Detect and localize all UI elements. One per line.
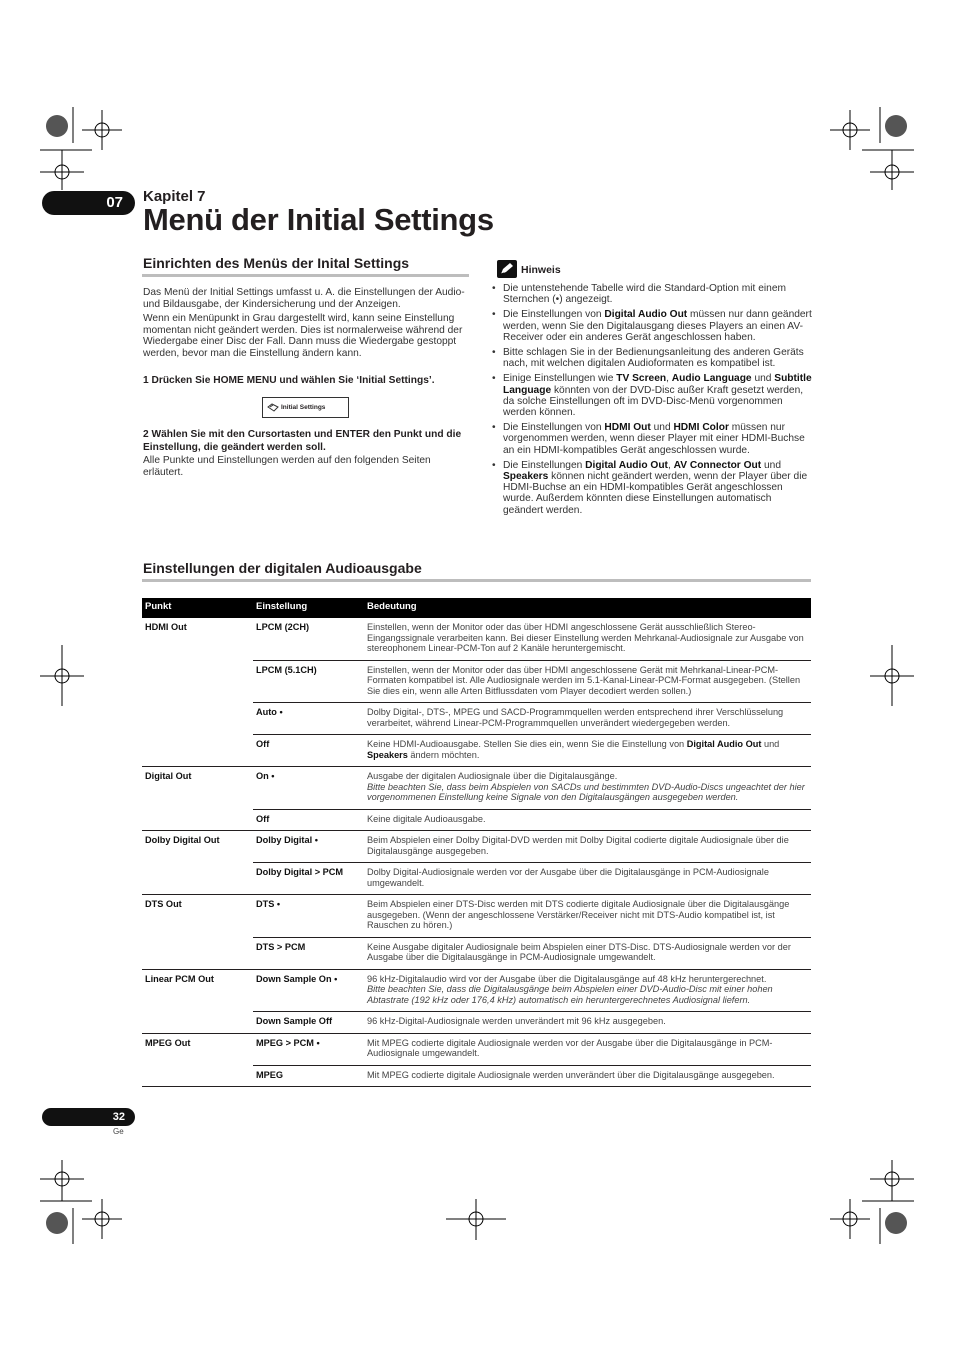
note-pencil-icon (497, 260, 517, 278)
table-row: LPCM (5.1CH) Einstellen, wenn der Monitor oder das über HDMI angeschlossene Gerät mit Mehrkanal-Linear-PCM-Formaten kompatibel ist. Alle Audiosignale werden im 5.1-Kanal-Linear-PCM-Format ausgegeben. (Stellen Sie dies ein, wenn alle Arten Bitflussdaten vom Player decodiert werden sollen.) (142, 660, 811, 703)
page-title: Menü der Initial Settings (143, 202, 494, 237)
table-row: Digital Out On • Ausgabe der digitalen Audiosignale über die Digitalausgänge. Bitte beachten Sie, dass beim Abspielen von SACDs und bestimmten DVD-Audio-Discs ungeachtet der hier vorgenommenen Einstellung keine Signale von den Digitalausgängen ausgegeben werden. (142, 767, 811, 810)
section-divider (142, 274, 469, 277)
digital-audio-settings-table (142, 598, 811, 1087)
initial-settings-screen-item (262, 397, 349, 418)
note-item: • Einige Einstellungen wie TV Screen, Audio Language und Subtitle Language könnten von der DVD-Disc außer Kraft gesetzt werden, da solche Einstellungen oft im DVD-Disc-Menü vorgenommen werden können. (490, 373, 812, 418)
language-code: Ge (113, 1127, 124, 1136)
table-row: Dolby Digital > PCM Dolby Digital-Audiosignale werden vor der Ausgabe über die Digitalausgänge in PCM-Audiosignale umgewandelt. (142, 863, 811, 895)
screen-item-label: Initial Settings (281, 404, 326, 411)
note-item: • Bitte schlagen Sie in der Bedienungsanleitung des anderen Geräts nach, mit welchen digitalen Audioformaten es kompatibel ist. (490, 347, 812, 369)
chapter-number-badge: 07 (42, 191, 135, 215)
explanation-paragraph: Alle Punkte und Einstellungen werden auf den folgenden Seiten erläutert. (143, 455, 431, 478)
table-row: Auto • Dolby Digital-, DTS-, MPEG und SACD-Programmquellen werden entsprechend ihrer Verschlüsselung verarbeitet, während Linear-PCM-Programmquellen unverändert wiedergegeben werden. (142, 703, 811, 735)
table-row: Down Sample Off 96 kHz-Digital-Audiosignale werden unverändert mit 96 kHz ausgegeben. (142, 1012, 811, 1034)
note-item: • Die untenstehende Tabelle wird die Standard-Option mit einem Sternchen (•) angezeigt. (490, 283, 812, 305)
section-heading-setup: Einrichten des Menüs der Inital Settings (143, 255, 410, 271)
table-row: Dolby Digital Out Dolby Digital • Beim Abspielen einer Dolby Digital-DVD werden mit Dolby Digital codierte digitale Audiosignale über die Digitalausgänge ausgegeben. (142, 831, 811, 863)
step-2: 2 Wählen Sie mit den Cursortasten und ENTER den Punkt und die Einstellung, die geändert werden soll. (143, 429, 462, 453)
settings-icon (267, 403, 279, 412)
note-item: • Die Einstellungen von Digital Audio Out müssen nur dann geändert werden, wenn Sie den Digitalausgang dieses Players an einen AV-Receiver oder ein anderes Gerät angeschlossen haben. (490, 309, 812, 343)
table-row: HDMI Out LPCM (2CH) Einstellen, wenn der Monitor oder das über HDMI angeschlossene Gerät ausschließlich Stereo-Eingangssignale verarbeiten kann. Bei dieser Einstellung werden Mehrkanal-Audiosignale zur Ausgabe von stereophonem Linear-PCM-Ton auf 2 Kanäle heruntergemischt. (142, 618, 811, 660)
table-row: Off Keine HDMI-Audioausgabe. Stellen Sie dies ein, wenn Sie die Einstellung von Digital Audio Out und Speakers ändern möchten. (142, 735, 811, 767)
note-title: Hinweis (521, 264, 561, 276)
intro-paragraph: Das Menü der Initial Settings umfasst u. A. die Einstellungen der Audio- und Bildausgabe, der Kindersicherung und der Anzeigen. (143, 287, 465, 310)
column-header-einstellung: Einstellung (253, 598, 364, 618)
chapter-label: Kapitel 7 (143, 188, 206, 205)
note-item: • Die Einstellungen Digital Audio Out, AV Connector Out und Speakers können nicht geändert werden, wenn der Player über die HDMI-Buchse an ein HDMI-kompatibles Gerät angeschlossen wurde. Außerdem könnten diese Einstellungen automatisch geändert werden. (490, 460, 812, 516)
table-row: MPEG Mit MPEG codierte digitale Audiosignale werden unverändert über die Digitalausgänge ausgegeben. (142, 1065, 811, 1087)
table-row: DTS > PCM Keine Ausgabe digitaler Audiosignale beim Abspielen einer DTS-Disc. DTS-Audiosignale werden vor der Ausgabe über die Digitalausgänge in PCM-Audiosignale umgewandelt. (142, 937, 811, 969)
table-row: DTS Out DTS • Beim Abspielen einer DTS-Disc werden mit DTS codierte digitale Audiosignale über die Digitalausgänge ausgegeben. (Wenn der angeschlossene Verstärker/Receiver nicht mit DTS-Audio kompatibel ist, ist Rauschen zu hören.) (142, 895, 811, 938)
grey-items-paragraph: Wenn ein Menüpunkt in Grau dargestellt wird, kann seine Einstellung momentan nicht geändert werden. Dies ist normalerweise während der Wiedergabe einer Disc der Fall. Dann muss die Wiedergabe gestoppt werden, bevor man die Einstellung ändern kann. (143, 313, 463, 359)
table-header-row (142, 598, 811, 618)
step-1: 1 Drücken Sie HOME MENU und wählen Sie ‘Initial Settings’. (143, 375, 435, 386)
page-number: 32 (42, 1108, 135, 1126)
section-divider (142, 579, 811, 582)
column-header-punkt: Punkt (142, 598, 253, 618)
section-heading-digital-audio: Einstellungen der digitalen Audioausgabe (143, 560, 422, 576)
column-header-bedeutung: Bedeutung (364, 598, 811, 618)
note-list (490, 283, 812, 520)
table-row: Off Keine digitale Audioausgabe. (142, 809, 811, 831)
table-row: Linear PCM Out Down Sample On • 96 kHz-Digitalaudio wird vor der Ausgabe über die Digitalausgänge auf 48 kHz heruntergerechnet. Bitte beachten Sie, dass die Digitalausgänge beim Abspielen einer DVD-Audio-Disc mit einer hohen Abtastrate (192 kHz oder 176,4 kHz) automatisch ein heruntergerechnetes Audiosignal liefern. (142, 969, 811, 1012)
table-row: MPEG Out MPEG > PCM • Mit MPEG codierte digitale Audiosignale werden vor der Ausgabe über die Digitalausgänge in PCM-Audiosignale umgewandelt. (142, 1033, 811, 1065)
note-item: • Die Einstellungen von HDMI Out und HDMI Color müssen nur vorgenommen werden, wenn dieser Player mit einer HDMI-Buchse an ein HDMI-kompatibles Gerät angeschlossen wurde. (490, 422, 812, 456)
